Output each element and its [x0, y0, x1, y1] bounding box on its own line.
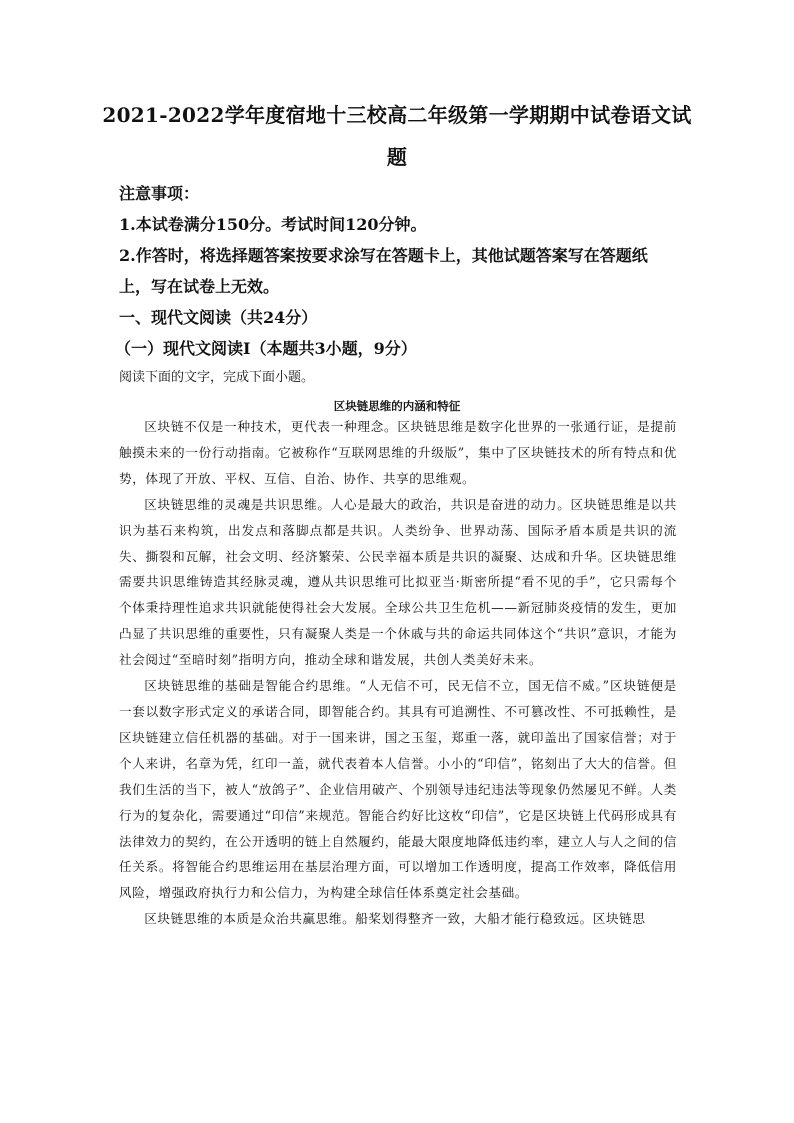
article-paragraph: 区块链思维的基础是智能合约思维。“人无信不可，民无信不立，国无信不威。”区块链便是一套以数字形式定义的承诺合同，即智能合约。其具有可追溯性、不可篡改性、不可抵赖性，是区块链建立信任机器的基础。对于一国来讲，国之玉玺，郑重一落，就印盖出了国家信誉；对于个人来讲，名章为凭，红印一盖，就代表着本人信誉。小小的“印信”，铭刻出了大大的信誉。但我们生活的当下，被人“放鸽子”、企业信用破产、个别领导违纪违法等现象仍然屡见不鲜。人类行为的复杂化，需要通过“印信”来规范。智能合约好比这枚“印信”，它是区块链上代码形成具有法律效力的契约，在公开透明的链上自然履约，能最大限度地降低违约率，建立人与人之间的信任关系。将智能合约思维运用在基层治理方面，可以增加工作透明度，提高工作效率，降低信用风险，增强政府执行力和公信力，为构建全球信任体系奠定社会基础。 [119, 678, 677, 901]
article-paragraph: 区块链思维的灵魂是共识思维。人心是最大的政治，共识是奋进的动力。区块链思维是以共识为基石来构筑，出发点和落脚点都是共识。人类纷争、世界动荡、国际矛盾本质是共识的流失、撕裂和瓦解，社会文明、经济繁荣、公民幸福本质是共识的凝聚、达成和升华。区块链思维需要共识思维铸造其经脉灵魂，遵从共识思维可比拟亚当·斯密所提“看不见的手”，它只需每个个体秉持理性追求共识就能使得社会大发展。全球公共卫生危机——新冠肺炎疫情的发生，更加凸显了共识思维的重要性，只有凝聚人类是一个休戚与共的命运共同体这个“共识”意识，才能为社会阅过“至暗时刻”指明方向，推动全球和谐发展，共创人类美好未来。 [119, 496, 677, 668]
article-body [119, 414, 677, 932]
subsection-heading: （一）现代文阅读Ⅰ（本题共3小题，9分） [115, 339, 417, 358]
page-title: 2021-2022学年度宿地十三校高二年级第一学期期中试卷语文试题 [102, 103, 692, 169]
article-paragraph: 区块链思维的本质是众治共赢思维。船桨划得整齐一致，大船才能行稳致远。区块链思 [144, 911, 646, 927]
note-item-1: 1.本试卷满分150分。考试时间120分钟。 [119, 215, 427, 234]
article-paragraph: 区块链不仅是一种技术，更代表一种理念。区块链思维是数字化世界的一张通行证，是提前触摸未来的一份行动指南。它被称作“互联网思维的升级版”，集中了区块链技术的所有特点和优势，体现了开放、平权、互信、自治、协作、共享的思维观。 [119, 419, 677, 486]
note-item-2: 2.作答时，将选择题答案按要求涂写在答题卡上，其他试题答案写在答题纸上，写在试卷上无效。 [119, 246, 648, 296]
section-heading: 一、现代文阅读（共24分） [119, 308, 318, 327]
article-title: 区块链思维的内涵和特征 [333, 399, 461, 413]
reading-instruction: 阅读下面的文字，完成下面小题。 [119, 370, 315, 385]
instructions-block [0, 178, 794, 420]
notes-header: 注意事项： [119, 184, 200, 203]
